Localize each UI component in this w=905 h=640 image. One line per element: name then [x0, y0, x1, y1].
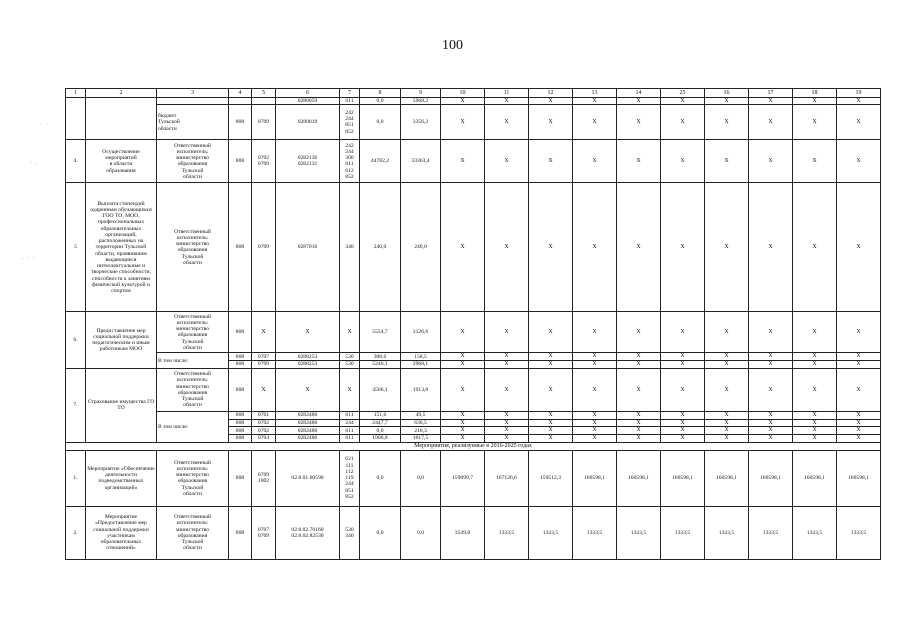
table-cell: Х	[749, 312, 793, 353]
table-cell: 808	[229, 183, 252, 312]
table-cell: Х	[529, 368, 573, 411]
table-cell: Х	[837, 435, 881, 443]
table-cell: 0707 0709	[252, 506, 276, 559]
table-cell: 340	[340, 183, 360, 312]
col-header: 6	[276, 89, 340, 98]
col-header: 3	[157, 89, 229, 98]
table-cell: 808	[229, 361, 252, 369]
table-cell: Х	[340, 368, 360, 411]
table-cell: Х	[441, 353, 485, 361]
table-cell: Х	[617, 435, 661, 443]
table-cell: 1333,5	[661, 506, 705, 559]
table-cell: В том числе:	[157, 411, 229, 442]
table-cell: 630,5	[401, 419, 441, 427]
table-cell	[66, 97, 86, 140]
table-cell: Х	[705, 97, 749, 105]
table-cell: 808	[229, 419, 252, 427]
table-cell: Х	[573, 368, 617, 411]
table-cell: Х	[749, 368, 793, 411]
table-row	[66, 312, 881, 353]
table-row	[66, 105, 881, 140]
table-cell: Х	[441, 97, 485, 105]
table-row	[66, 450, 881, 506]
table-cell: 242 244 300 611 612 852	[340, 140, 360, 183]
table-cell: 3126,6	[401, 312, 441, 353]
table-cell: Х	[441, 368, 485, 411]
table-cell: 808	[229, 353, 252, 361]
col-header: 1	[66, 89, 86, 98]
table-cell: 808	[229, 506, 252, 559]
table-cell: Ответственный исполнитель: министерство образования Тульской области	[157, 506, 229, 559]
table-cell: Х	[705, 361, 749, 369]
table-cell: Х	[573, 411, 617, 419]
table-cell: Х	[837, 368, 881, 411]
table-cell: 0,0	[360, 105, 401, 140]
table-cell: Х	[485, 183, 529, 312]
table-cell: Х	[661, 353, 705, 361]
table-cell: Х	[441, 361, 485, 369]
table-cell: 5246,1	[360, 361, 401, 369]
table-cell: Х	[573, 97, 617, 105]
col-header: 19	[837, 89, 881, 98]
table-cell: 611	[340, 427, 360, 435]
table-cell: 159099,7	[441, 450, 485, 506]
table-row	[66, 353, 881, 361]
table-cell: Х	[793, 105, 837, 140]
table-cell: Х	[441, 419, 485, 427]
table-cell: Х	[276, 312, 340, 353]
table-cell: 5	[66, 183, 86, 312]
table-cell: Х	[793, 183, 837, 312]
table-cell: Х	[485, 419, 529, 427]
table-cell: Х	[617, 427, 661, 435]
table-cell: 0709	[252, 361, 276, 369]
table-cell: Х	[661, 183, 705, 312]
table-cell: Х	[661, 435, 705, 443]
table-row	[66, 140, 881, 183]
table-cell: Х	[529, 419, 573, 427]
table-cell: 244	[340, 419, 360, 427]
table-cell: Х	[705, 411, 749, 419]
table-cell: 167126,6	[485, 450, 529, 506]
table-cell: Х	[617, 419, 661, 427]
section-band-row	[66, 442, 881, 450]
table-cell: 0709 1002	[252, 450, 276, 506]
table-cell: Х	[573, 353, 617, 361]
table-cell: 808	[229, 105, 252, 140]
table-cell: Х	[441, 105, 485, 140]
table-cell: Х	[705, 183, 749, 312]
table-cell	[229, 97, 252, 105]
table-cell: 0,0	[401, 506, 441, 559]
table-cell: 6.	[66, 312, 86, 368]
table-cell: Х	[441, 427, 485, 435]
table-cell: 0280019	[276, 105, 340, 140]
table-cell: Х	[705, 140, 749, 183]
table-cell: Х	[793, 427, 837, 435]
table-cell: 1333,5	[705, 506, 749, 559]
table-cell: 808	[229, 427, 252, 435]
table-cell: Х	[705, 435, 749, 443]
header-row	[66, 89, 881, 98]
table-cell: Предоставление мер социальной поддержки педагогическим и иным работникам МОО	[86, 312, 157, 368]
table-cell: Х	[749, 419, 793, 427]
table-cell: 1913,8	[401, 368, 441, 411]
table-cell: Х	[705, 312, 749, 353]
table-cell: 0,0	[360, 427, 401, 435]
table-cell: В том числе:	[157, 353, 229, 368]
table-cell: Х	[485, 427, 529, 435]
table-cell: Х	[252, 312, 276, 353]
table-cell: 808	[229, 435, 252, 443]
table-cell: 44782,2	[360, 140, 401, 183]
table-cell: Мероприятие «Предоставление мер социальной поддержки участникам образовательных отношений»	[86, 506, 157, 559]
table-cell: Ответственный исполнитель: министерство образования Тульской области	[157, 368, 229, 411]
table-cell: Х	[529, 435, 573, 443]
table-cell: Х	[573, 419, 617, 427]
table-cell: Х	[485, 312, 529, 353]
table-cell: Х	[837, 361, 881, 369]
table-cell: Х	[529, 105, 573, 140]
table-cell: Х	[617, 368, 661, 411]
table-cell: 151,6	[360, 411, 401, 419]
table-cell: 5968,2	[401, 97, 441, 105]
table-cell: Х	[529, 183, 573, 312]
table-cell: 4.	[66, 140, 86, 183]
table-cell: Х	[793, 361, 837, 369]
table-cell: Ответственный исполнитель: министерство образования Тульской области	[157, 183, 229, 312]
table-cell: Х	[252, 368, 276, 411]
table-cell: Х	[485, 97, 529, 105]
table-cell: Х	[705, 105, 749, 140]
table-cell: Х	[837, 353, 881, 361]
col-header: 5	[252, 89, 276, 98]
table-cell: 530 340	[340, 506, 360, 559]
table-cell: Х	[485, 140, 529, 183]
table-cell: Х	[529, 353, 573, 361]
table-cell: 160598,1	[705, 450, 749, 506]
col-header: 14	[617, 89, 661, 98]
table-row	[66, 97, 881, 105]
table-cell: Х	[340, 312, 360, 353]
col-header: 11	[485, 89, 529, 98]
table-cell: 33363,4	[401, 140, 441, 183]
table-cell: Х	[837, 97, 881, 105]
table-cell: 0707	[252, 353, 276, 361]
table-cell: 530	[340, 353, 360, 361]
table-cell: Х	[485, 411, 529, 419]
table-cell: Х	[573, 105, 617, 140]
table-cell: Х	[749, 427, 793, 435]
table-cell: Х	[485, 361, 529, 369]
table-cell: 0,0	[360, 450, 401, 506]
table-cell: 7.	[66, 368, 86, 442]
table-cell: бюджет Тульской области	[157, 105, 229, 140]
table-cell: 0,0	[360, 97, 401, 105]
col-header: 9	[401, 89, 441, 98]
table-cell: Х	[573, 435, 617, 443]
table-cell: 159512,3	[529, 450, 573, 506]
table-cell: 0,0	[360, 506, 401, 559]
table-cell: 160598,1	[573, 450, 617, 506]
table-cell: Х	[661, 368, 705, 411]
table-cell: Осуществление мероприятий в области образования	[86, 140, 157, 183]
table-cell: 1.	[66, 450, 86, 506]
table-cell	[252, 97, 276, 105]
table-cell: Х	[837, 183, 881, 312]
table-cell: 611	[340, 97, 360, 105]
table-cell: Х	[837, 312, 881, 353]
margin-mark: · ·	[40, 122, 49, 128]
table-cell: Х	[749, 361, 793, 369]
table-cell: Х	[617, 411, 661, 419]
table-cell: 160598,1	[617, 450, 661, 506]
table-cell: 1333,5	[529, 506, 573, 559]
table-cell: 1333,5	[793, 506, 837, 559]
table-cell	[157, 97, 229, 105]
table-cell: Х	[793, 435, 837, 443]
table-cell: 1333,5	[749, 506, 793, 559]
col-header: 7	[340, 89, 360, 98]
table-cell: 1333,5	[573, 506, 617, 559]
col-header: 17	[749, 89, 793, 98]
table-cell: 3549,8	[441, 506, 485, 559]
table-cell: Х	[617, 97, 661, 105]
table-cell: 808	[229, 411, 252, 419]
col-header: 18	[793, 89, 837, 98]
table-cell: Х	[573, 427, 617, 435]
table-cell: Х	[573, 312, 617, 353]
table-cell: Х	[441, 435, 485, 443]
table-cell: 1333,5	[617, 506, 661, 559]
table-cell: Х	[529, 97, 573, 105]
col-header: 8	[360, 89, 401, 98]
table-cell: 0288253	[276, 353, 340, 361]
col-header: 12	[529, 89, 573, 98]
table-cell: 1906,8	[360, 435, 401, 443]
table-cell: 0280059	[276, 97, 340, 105]
table-cell: 1333,5	[837, 506, 881, 559]
table-cell: Х	[661, 427, 705, 435]
table-cell: Х	[837, 105, 881, 140]
col-header: 2	[86, 89, 157, 98]
table-cell: 3356,2	[401, 105, 441, 140]
table-row	[66, 411, 881, 419]
col-header: 4	[229, 89, 252, 98]
table-cell: Х	[485, 105, 529, 140]
table-cell: 49,5	[401, 411, 441, 419]
table-cell: 308,6	[360, 353, 401, 361]
table-cell: Х	[617, 361, 661, 369]
table-cell: Х	[793, 97, 837, 105]
margin-mark: . · ·	[22, 255, 36, 261]
table-cell: 0282136 0282131	[276, 140, 340, 183]
table-cell: 0702	[252, 419, 276, 427]
table-cell: 158,5	[401, 353, 441, 361]
table-cell: 242 244 851 852	[340, 105, 360, 140]
table-cell: Страхование имущества ГО ТО	[86, 368, 157, 442]
table-cell: 0704	[252, 435, 276, 443]
table-cell: 0282480	[276, 419, 340, 427]
table-cell: Х	[749, 105, 793, 140]
table-cell	[86, 97, 157, 140]
table-cell: Х	[617, 105, 661, 140]
table-cell: Х	[441, 312, 485, 353]
table-cell: 0,0	[401, 450, 441, 506]
table-cell: 216,3	[401, 427, 441, 435]
table-cell: Х	[749, 183, 793, 312]
table-cell: 160598,1	[661, 450, 705, 506]
table-cell: Х	[529, 312, 573, 353]
table-cell: Х	[573, 183, 617, 312]
table-cell: Х	[749, 411, 793, 419]
table-cell: 02.8.02.70160 02.8.02.82530	[276, 506, 340, 559]
table-cell: Х	[617, 312, 661, 353]
table-cell: 0702	[252, 427, 276, 435]
table-cell: 530	[340, 361, 360, 369]
table-cell: Х	[485, 368, 529, 411]
table-cell: 4506,1	[360, 368, 401, 411]
table-cell: 160598,1	[837, 450, 881, 506]
table-cell: Х	[661, 361, 705, 369]
margin-mark: · .	[30, 160, 38, 166]
table-row	[66, 506, 881, 559]
table-cell: Х	[705, 427, 749, 435]
table-cell: 02.8.01.00590	[276, 450, 340, 506]
table-cell: Х	[617, 183, 661, 312]
table-cell: 160598,1	[793, 450, 837, 506]
col-header: 13	[573, 89, 617, 98]
table-cell: Х	[529, 361, 573, 369]
table-cell: 808	[229, 450, 252, 506]
table-cell: 0701	[252, 411, 276, 419]
table-cell: Х	[837, 427, 881, 435]
page-number: 100	[442, 38, 463, 53]
table-cell: Х	[573, 140, 617, 183]
table-cell: Х	[485, 353, 529, 361]
col-header: 25	[661, 89, 705, 98]
budget-table	[65, 88, 881, 560]
table-cell: Х	[617, 353, 661, 361]
table-cell: Х	[661, 105, 705, 140]
table-cell: Х	[529, 411, 573, 419]
table-cell: 808	[229, 312, 252, 353]
table-cell: 160598,1	[749, 450, 793, 506]
table-cell: Х	[837, 140, 881, 183]
table-cell: Ответственный исполнитель: министерство образования Тульской области	[157, 312, 229, 353]
table-cell: Х	[749, 140, 793, 183]
table-cell: 0702 0709	[252, 140, 276, 183]
table-cell: 2968,1	[401, 361, 441, 369]
table-cell: 2.	[66, 506, 86, 559]
table-cell: 621 111 112 119 244 851 852	[340, 450, 360, 506]
table-cell: Х	[441, 140, 485, 183]
table-cell: 611	[340, 411, 360, 419]
table-cell: 611	[340, 435, 360, 443]
table-cell: Мероприятие «Обеспечение деятельности подведомственных организаций»	[86, 450, 157, 506]
table-cell: Х	[749, 435, 793, 443]
table-cell: Х	[793, 368, 837, 411]
table-cell: Х	[661, 419, 705, 427]
table-cell: 240,0	[360, 183, 401, 312]
table-cell: Х	[529, 140, 573, 183]
table-cell: 0709	[252, 105, 276, 140]
table-cell: Ответственный исполнитель: министерство образования Тульской области	[157, 450, 229, 506]
table-cell: Х	[705, 419, 749, 427]
col-header: 10	[441, 89, 485, 98]
table-cell: 2447,7	[360, 419, 401, 427]
table-cell: Х	[705, 353, 749, 361]
col-header: 16	[705, 89, 749, 98]
table-cell: Х	[485, 435, 529, 443]
table-cell: Х	[661, 97, 705, 105]
table-cell: Х	[441, 183, 485, 312]
table-cell: Х	[793, 411, 837, 419]
table-cell: Х	[793, 140, 837, 183]
table-cell: 0282480	[276, 427, 340, 435]
table-row	[66, 368, 881, 411]
table-cell: 1017,5	[401, 435, 441, 443]
table-cell: Х	[749, 353, 793, 361]
table-cell: Х	[661, 411, 705, 419]
table-cell: Х	[793, 419, 837, 427]
table-cell: 0282480	[276, 411, 340, 419]
table-cell: 0282480	[276, 435, 340, 443]
table-cell: Х	[573, 361, 617, 369]
table-cell: 0288253	[276, 361, 340, 369]
table-cell: Выплата стипендий одаренным обучающимся ГОО ТО, МОО, профессиональных образовательных организаций, расположенных на территории Тульской области, проявившим выдающиеся интеллектуальные и творческие способности, способности к занятиям физической культурой и спортом	[86, 183, 157, 312]
table-cell: Х	[617, 140, 661, 183]
section-band: Мероприятия, реализуемые в 2016-2025 годах	[66, 442, 881, 450]
table-cell: Х	[837, 411, 881, 419]
table-cell: 5554,7	[360, 312, 401, 353]
table-cell: 240,0	[401, 183, 441, 312]
table-cell: Х	[749, 97, 793, 105]
table-cell: 808	[229, 140, 252, 183]
table-cell: Х	[441, 411, 485, 419]
table-cell: Х	[529, 427, 573, 435]
table-cell: Х	[661, 140, 705, 183]
table-cell: 1333,5	[485, 506, 529, 559]
table-cell: Х	[837, 419, 881, 427]
table-cell: Х	[276, 368, 340, 411]
table-cell: 0287016	[276, 183, 340, 312]
table-row	[66, 183, 881, 312]
table-cell: 0709	[252, 183, 276, 312]
table-cell: Х	[705, 368, 749, 411]
table-cell: Х	[661, 312, 705, 353]
table-cell: Х	[793, 353, 837, 361]
table-cell: Х	[793, 312, 837, 353]
table-cell: Ответственный исполнитель: министерство образования Тульской области	[157, 140, 229, 183]
table-cell: 808	[229, 368, 252, 411]
